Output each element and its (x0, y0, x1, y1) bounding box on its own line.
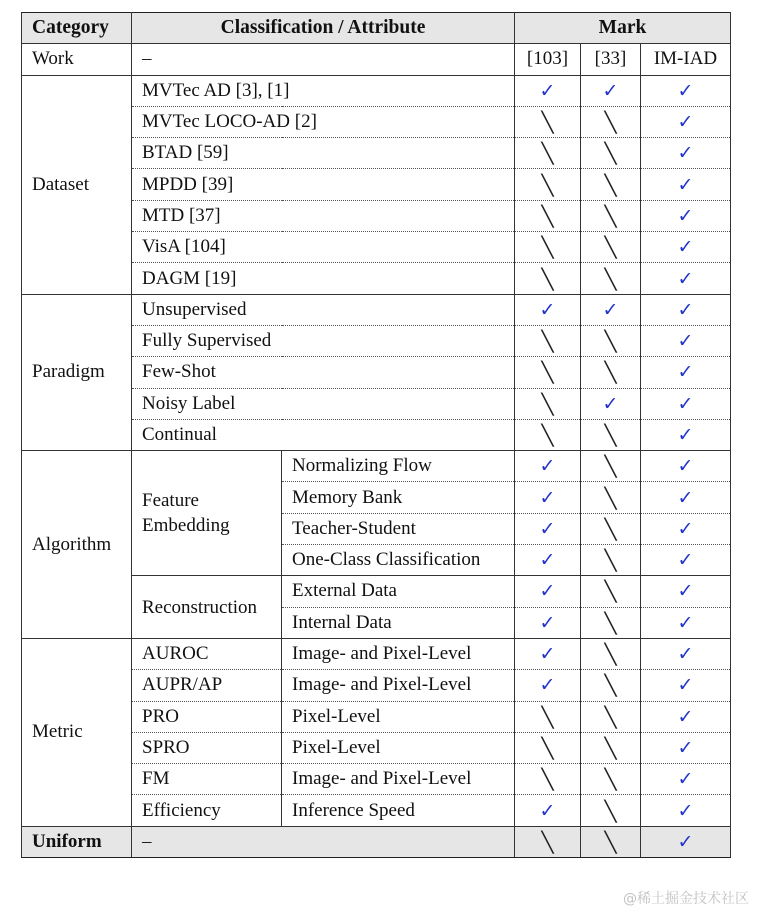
mark-cell-im-iad (641, 764, 731, 795)
not-applicable-icon: ╲ (541, 266, 554, 291)
mark-cell-im-iad (641, 419, 731, 450)
mark-cell-ref-33 (581, 232, 641, 263)
dataset-item: MTD [37] (132, 200, 515, 231)
check-icon: ✓ (539, 79, 556, 102)
not-applicable-icon: ╲ (604, 266, 617, 291)
mark-cell-ref-33 (581, 294, 641, 325)
not-applicable-icon: ╲ (541, 704, 554, 729)
not-applicable-icon: ╲ (541, 360, 554, 385)
mark-cell-im-iad (641, 357, 731, 388)
dataset-item: VisA [104] (132, 232, 515, 263)
algorithm-method: External Data (282, 576, 515, 607)
mark-cell-ref-103 (515, 513, 581, 544)
mark-cell-im-iad (641, 200, 731, 231)
metric-level: Pixel-Level (282, 701, 515, 732)
mark-cell-ref-103 (515, 764, 581, 795)
check-icon: ✓ (677, 705, 694, 728)
metric-level: Image- and Pixel-Level (282, 670, 515, 701)
paradigm-item: Fully Supervised (132, 325, 515, 356)
check-icon: ✓ (539, 674, 556, 697)
check-icon: ✓ (602, 392, 619, 415)
not-applicable-icon: ╲ (541, 829, 554, 854)
uniform-label: Uniform (22, 826, 132, 857)
mark-cell-ref-103 (515, 419, 581, 450)
mark-cell-ref-33 (581, 263, 641, 294)
check-icon: ✓ (677, 236, 694, 259)
metric-name: FM (132, 764, 282, 795)
check-icon: ✓ (539, 517, 556, 540)
mark-cell-ref-33 (581, 138, 641, 169)
not-applicable-icon: ╲ (604, 329, 617, 354)
check-icon: ✓ (677, 643, 694, 666)
algorithm-method: Normalizing Flow (282, 451, 515, 482)
metric-name: PRO (132, 701, 282, 732)
metric-level: Image- and Pixel-Level (282, 638, 515, 669)
mark-cell-ref-33 (581, 388, 641, 419)
check-icon: ✓ (539, 486, 556, 509)
work-value: – (132, 44, 515, 75)
not-applicable-icon: ╲ (604, 704, 617, 729)
mark-cell-ref-33 (581, 75, 641, 106)
check-icon: ✓ (677, 267, 694, 290)
algorithm-category: Algorithm (22, 451, 132, 639)
check-icon: ✓ (677, 486, 694, 509)
mark-cell-im-iad (641, 826, 731, 857)
mark-cell-ref-103 (515, 732, 581, 763)
check-icon: ✓ (677, 361, 694, 384)
mark-cell-im-iad (641, 670, 731, 701)
check-icon: ✓ (677, 392, 694, 415)
mark-cell-ref-33 (581, 701, 641, 732)
not-applicable-icon: ╲ (604, 110, 617, 135)
not-applicable-icon: ╲ (604, 767, 617, 792)
header-row (22, 13, 731, 44)
work-row (22, 44, 731, 75)
check-icon: ✓ (677, 580, 694, 603)
mark-cell-ref-33 (581, 325, 641, 356)
mark-cell-ref-103 (515, 75, 581, 106)
check-icon: ✓ (677, 111, 694, 134)
dataset-item: MVTec AD [3], [1] (132, 75, 515, 106)
not-applicable-icon: ╲ (541, 767, 554, 792)
not-applicable-icon: ╲ (604, 203, 617, 228)
not-applicable-icon: ╲ (541, 110, 554, 135)
mark-cell-ref-103 (515, 545, 581, 576)
mark-cell-ref-103 (515, 263, 581, 294)
mark-cell-ref-33 (581, 513, 641, 544)
mark-cell-im-iad (641, 388, 731, 419)
mark-cell-im-iad (641, 795, 731, 826)
mark-cell-ref-103 (515, 638, 581, 669)
metric-row (22, 638, 731, 669)
mark-cell-ref-33 (581, 795, 641, 826)
mark-cell-ref-103 (515, 200, 581, 231)
dataset-item: MVTec LOCO-AD [2] (132, 106, 515, 137)
check-icon: ✓ (677, 298, 694, 321)
mark-cell-ref-103 (515, 607, 581, 638)
check-icon: ✓ (677, 455, 694, 478)
paradigm-item: Continual (132, 419, 515, 450)
paradigm-item: Unsupervised (132, 294, 515, 325)
metric-level: Pixel-Level (282, 732, 515, 763)
mark-cell-im-iad (641, 138, 731, 169)
check-icon: ✓ (677, 517, 694, 540)
algorithm-row (22, 451, 731, 482)
paradigm-category: Paradigm (22, 294, 132, 450)
mark-cell-ref-103 (515, 169, 581, 200)
mark-cell-ref-33 (581, 106, 641, 137)
uniform-value: – (132, 826, 515, 857)
check-icon: ✓ (677, 424, 694, 446)
metric-category: Metric (22, 638, 132, 826)
mark-cell-im-iad (641, 232, 731, 263)
mark-cell-im-iad (641, 263, 731, 294)
not-applicable-icon: ╲ (604, 454, 617, 479)
mark-cell-ref-103 (515, 482, 581, 513)
header-mark: Mark (515, 13, 731, 44)
mark-cell-im-iad (641, 482, 731, 513)
dataset-item: BTAD [59] (132, 138, 515, 169)
mark-cell-ref-103 (515, 451, 581, 482)
not-applicable-icon: ╲ (604, 172, 617, 197)
not-applicable-icon: ╲ (604, 548, 617, 573)
not-applicable-icon: ╲ (604, 610, 617, 635)
mark-cell-im-iad (641, 701, 731, 732)
mark-cell-ref-33 (581, 607, 641, 638)
mark-cell-im-iad (641, 576, 731, 607)
mark-cell-ref-33 (581, 357, 641, 388)
not-applicable-icon: ╲ (604, 673, 617, 698)
mark-cell-ref-33 (581, 638, 641, 669)
mark-cell-ref-103 (515, 232, 581, 263)
not-applicable-icon: ╲ (604, 735, 617, 760)
check-icon: ✓ (677, 799, 694, 822)
ref-im-iad: IM-IAD (641, 44, 731, 75)
check-icon: ✓ (539, 455, 556, 478)
not-applicable-icon: ╲ (604, 829, 617, 854)
mark-cell-ref-33 (581, 732, 641, 763)
check-icon: ✓ (677, 549, 694, 572)
not-applicable-icon: ╲ (541, 172, 554, 197)
not-applicable-icon: ╲ (541, 423, 554, 447)
check-icon: ✓ (539, 549, 556, 572)
check-icon: ✓ (677, 674, 694, 697)
mark-cell-ref-33 (581, 451, 641, 482)
dataset-item: DAGM [19] (132, 263, 515, 294)
watermark: @稀土掘金技术社区 (623, 891, 749, 907)
dataset-category: Dataset (22, 75, 132, 294)
mark-cell-ref-103 (515, 388, 581, 419)
algorithm-group: Feature Embedding (132, 451, 282, 576)
check-icon: ✓ (539, 643, 556, 666)
mark-cell-ref-33 (581, 482, 641, 513)
not-applicable-icon: ╲ (604, 485, 617, 510)
metric-level: Image- and Pixel-Level (282, 764, 515, 795)
check-icon: ✓ (539, 298, 556, 321)
metric-name: SPRO (132, 732, 282, 763)
not-applicable-icon: ╲ (604, 579, 617, 604)
check-icon: ✓ (677, 611, 694, 634)
not-applicable-icon: ╲ (604, 642, 617, 667)
paradigm-row (22, 294, 731, 325)
not-applicable-icon: ╲ (604, 798, 617, 823)
mark-cell-ref-33 (581, 200, 641, 231)
mark-cell-ref-103 (515, 670, 581, 701)
not-applicable-icon: ╲ (604, 423, 617, 447)
mark-cell-ref-103 (515, 701, 581, 732)
mark-cell-ref-103 (515, 795, 581, 826)
header-classification: Classification / Attribute (132, 13, 515, 44)
mark-cell-im-iad (641, 451, 731, 482)
ref-103: [103] (515, 44, 581, 75)
not-applicable-icon: ╲ (541, 141, 554, 166)
check-icon: ✓ (677, 768, 694, 791)
mark-cell-ref-33 (581, 576, 641, 607)
not-applicable-icon: ╲ (541, 391, 554, 416)
ref-33: [33] (581, 44, 641, 75)
check-icon: ✓ (539, 799, 556, 822)
mark-cell-im-iad (641, 607, 731, 638)
mark-cell-im-iad (641, 513, 731, 544)
not-applicable-icon: ╲ (604, 360, 617, 385)
mark-cell-ref-33 (581, 169, 641, 200)
check-icon: ✓ (539, 611, 556, 634)
check-icon: ✓ (677, 330, 694, 353)
paradigm-item: Few-Shot (132, 357, 515, 388)
mark-cell-ref-33 (581, 419, 641, 450)
metric-name: Efficiency (132, 795, 282, 826)
mark-cell-ref-103 (515, 357, 581, 388)
algorithm-group: Reconstruction (132, 576, 282, 639)
algorithm-method: Memory Bank (282, 482, 515, 513)
metric-name: AUPR/AP (132, 670, 282, 701)
mark-cell-ref-103 (515, 325, 581, 356)
uniform-row (22, 826, 731, 857)
mark-cell-ref-33 (581, 764, 641, 795)
work-label: Work (22, 44, 132, 75)
not-applicable-icon: ╲ (541, 735, 554, 760)
mark-cell-ref-103 (515, 138, 581, 169)
mark-cell-ref-33 (581, 670, 641, 701)
check-icon: ✓ (677, 173, 694, 196)
mark-cell-ref-33 (581, 545, 641, 576)
not-applicable-icon: ╲ (541, 329, 554, 354)
check-icon: ✓ (602, 79, 619, 102)
paradigm-item: Noisy Label (132, 388, 515, 419)
mark-cell-ref-103 (515, 106, 581, 137)
mark-cell-ref-103 (515, 576, 581, 607)
check-icon: ✓ (539, 580, 556, 603)
dataset-item: MPDD [39] (132, 169, 515, 200)
check-icon: ✓ (677, 830, 694, 853)
check-icon: ✓ (677, 736, 694, 759)
mark-cell-ref-103 (515, 294, 581, 325)
not-applicable-icon: ╲ (604, 235, 617, 260)
check-icon: ✓ (677, 204, 694, 227)
not-applicable-icon: ╲ (604, 141, 617, 166)
metric-name: AUROC (132, 638, 282, 669)
mark-cell-im-iad (641, 638, 731, 669)
metric-level: Inference Speed (282, 795, 515, 826)
mark-cell-ref-103 (515, 826, 581, 857)
check-icon: ✓ (677, 142, 694, 165)
header-category: Category (22, 13, 132, 44)
check-icon: ✓ (677, 79, 694, 102)
mark-cell-im-iad (641, 75, 731, 106)
mark-cell-im-iad (641, 169, 731, 200)
not-applicable-icon: ╲ (604, 516, 617, 541)
mark-cell-im-iad (641, 325, 731, 356)
dataset-row (22, 75, 731, 106)
mark-cell-ref-33 (581, 826, 641, 857)
mark-cell-im-iad (641, 294, 731, 325)
algorithm-method: Teacher-Student (282, 513, 515, 544)
comparison-table (21, 12, 731, 858)
algorithm-method: Internal Data (282, 607, 515, 638)
not-applicable-icon: ╲ (541, 203, 554, 228)
not-applicable-icon: ╲ (541, 235, 554, 260)
check-icon: ✓ (602, 298, 619, 321)
mark-cell-im-iad (641, 545, 731, 576)
mark-cell-im-iad (641, 732, 731, 763)
mark-cell-im-iad (641, 106, 731, 137)
algorithm-method: One-Class Classification (282, 545, 515, 576)
